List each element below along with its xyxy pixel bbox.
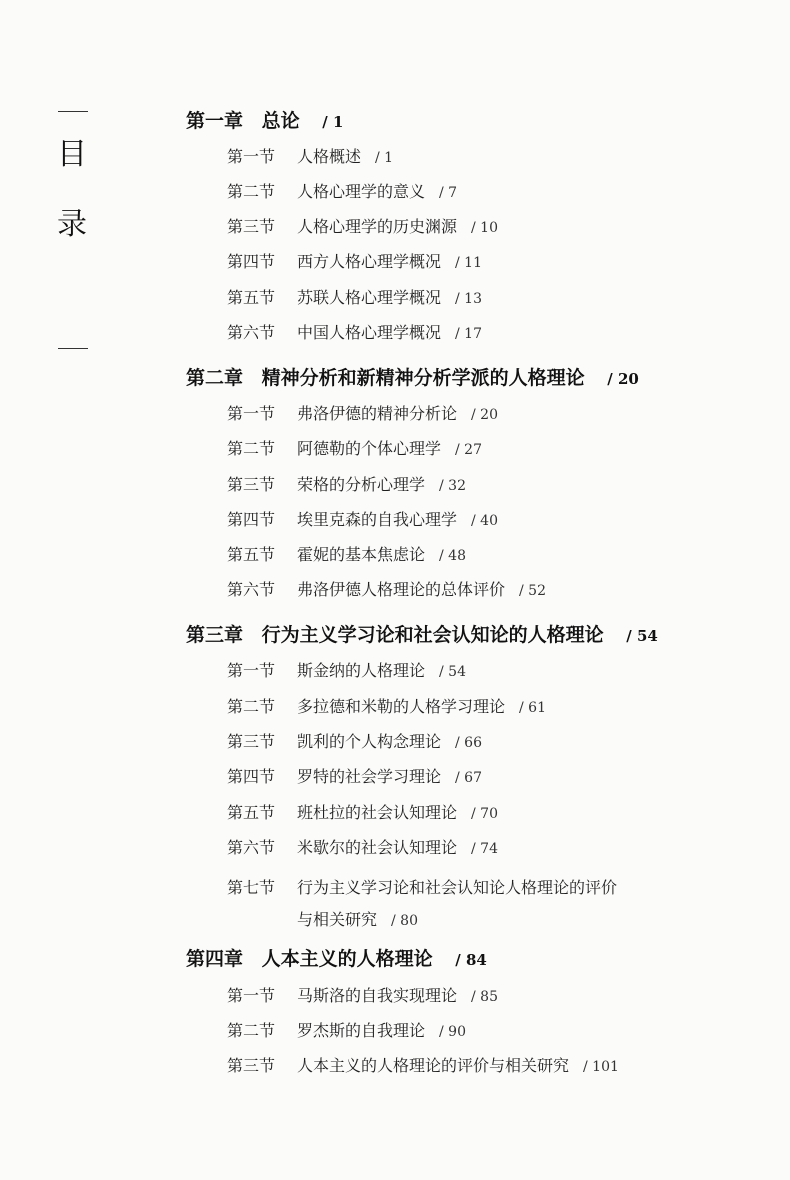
section-title: 马斯洛的自我实现理论: [297, 986, 458, 1005]
section-title: 霍妮的基本焦虑论: [297, 545, 426, 564]
section-number: 第四节: [227, 510, 276, 529]
section-title: 多拉德和米勒的人格学习理论: [297, 697, 506, 716]
section-page: / 40: [471, 513, 498, 529]
section-2-3-entry[interactable]: [227, 474, 466, 497]
section-2-6-entry[interactable]: [227, 579, 546, 602]
section-number: 第四节: [227, 767, 276, 786]
section-title: 埃里克森的自我心理学: [297, 510, 458, 529]
chapter-1-entry[interactable]: [186, 108, 343, 135]
chapter-number: 第四章: [186, 948, 244, 970]
section-page: / 7: [439, 185, 458, 201]
section-title: 斯金纳的人格理论: [297, 661, 426, 680]
section-page: / 48: [439, 548, 466, 564]
section-title: 西方人格心理学概况: [297, 252, 442, 271]
section-title: 苏联人格心理学概况: [297, 288, 442, 307]
section-number: 第一节: [227, 147, 276, 166]
section-title-continuation: [227, 904, 617, 937]
section-3-2-entry[interactable]: [227, 696, 546, 719]
chapter-3-entry[interactable]: [186, 622, 658, 649]
section-page: / 10: [471, 220, 498, 236]
section-page: / 70: [471, 806, 498, 822]
section-number: 第六节: [227, 580, 276, 599]
section-2-5-entry[interactable]: [227, 544, 466, 567]
chapter-2-entry[interactable]: [186, 365, 639, 392]
section-title: 人格心理学的历史渊源: [297, 217, 458, 236]
section-number: 第六节: [227, 838, 276, 857]
side-title-char-2: 录: [57, 207, 87, 242]
chapter-title: 人本主义的人格理论: [261, 948, 433, 970]
chapter-title: 总论: [261, 110, 300, 132]
section-number: 第五节: [227, 288, 276, 307]
section-title: 米歇尔的社会认知理论: [297, 838, 458, 857]
section-title: 班杜拉的社会认知理论: [297, 803, 458, 822]
section-number: 第三节: [227, 732, 276, 751]
section-1-1-entry[interactable]: [227, 146, 393, 169]
section-number: 第二节: [227, 182, 276, 201]
section-page: / 90: [439, 1024, 466, 1040]
section-title-cont-text: 与相关研究: [297, 910, 378, 929]
section-4-2-entry[interactable]: [227, 1020, 466, 1043]
section-number: 第三节: [227, 1056, 276, 1075]
side-rule-bottom: [58, 348, 88, 349]
section-1-3-entry[interactable]: [227, 216, 498, 239]
section-page: / 67: [455, 770, 482, 786]
section-number: 第六节: [227, 323, 276, 342]
side-title-char-1: 目: [57, 137, 87, 172]
section-page: / 85: [471, 989, 498, 1005]
chapter-page: / 54: [626, 627, 658, 645]
section-4-1-entry[interactable]: [227, 985, 498, 1008]
section-2-4-entry[interactable]: [227, 509, 498, 532]
section-number: 第三节: [227, 475, 276, 494]
section-2-1-entry[interactable]: [227, 403, 498, 426]
chapter-number: 第一章: [186, 110, 244, 132]
section-title: 中国人格心理学概况: [297, 323, 442, 342]
section-1-5-entry[interactable]: [227, 287, 482, 310]
section-1-2-entry[interactable]: [227, 181, 457, 204]
section-number: 第三节: [227, 217, 276, 236]
side-rule-top: [58, 111, 88, 112]
section-title: 荣格的分析心理学: [297, 475, 426, 494]
section-page: / 80: [391, 913, 418, 929]
section-3-4-entry[interactable]: [227, 766, 482, 789]
chapter-page: / 20: [607, 370, 639, 388]
section-page: / 13: [455, 291, 482, 307]
section-page: / 32: [439, 478, 466, 494]
section-3-1-entry[interactable]: [227, 660, 466, 683]
section-title: 人本主义的人格理论的评价与相关研究: [297, 1056, 570, 1075]
section-number: 第二节: [227, 697, 276, 716]
section-title: 罗特的社会学习理论: [297, 767, 442, 786]
section-page: / 74: [471, 841, 498, 857]
section-page: / 11: [455, 255, 482, 271]
chapter-page: / 1: [322, 113, 344, 131]
chapter-title: 精神分析和新精神分析学派的人格理论: [261, 367, 585, 389]
section-1-4-entry[interactable]: [227, 251, 482, 274]
section-number: 第一节: [227, 986, 276, 1005]
section-page: / 54: [439, 664, 466, 680]
section-number: 第一节: [227, 661, 276, 680]
section-page: / 27: [455, 442, 482, 458]
chapter-number: 第三章: [186, 624, 244, 646]
section-4-3-entry[interactable]: [227, 1055, 619, 1078]
section-number: 第五节: [227, 803, 276, 822]
section-title: 凯利的个人构念理论: [297, 732, 442, 751]
chapter-title: 行为主义学习论和社会认知论的人格理论: [261, 624, 604, 646]
section-number: 第二节: [227, 439, 276, 458]
section-page: / 66: [455, 735, 482, 751]
chapter-page: / 84: [455, 951, 487, 969]
section-title: 行为主义学习论和社会认知论人格理论的评价: [297, 878, 618, 897]
chapter-4-entry[interactable]: [186, 946, 487, 973]
section-title: 弗洛伊德人格理论的总体评价: [297, 580, 506, 599]
section-3-6-entry[interactable]: [227, 837, 498, 860]
section-number: 第四节: [227, 252, 276, 271]
section-3-7-entry[interactable]: [227, 872, 617, 937]
section-page: / 52: [519, 583, 546, 599]
section-title: 人格心理学的意义: [297, 182, 426, 201]
section-number: 第五节: [227, 545, 276, 564]
section-3-3-entry[interactable]: [227, 731, 482, 754]
section-1-6-entry[interactable]: [227, 322, 482, 345]
section-2-2-entry[interactable]: [227, 438, 482, 461]
section-page: / 17: [455, 326, 482, 342]
section-title: 人格概述: [297, 147, 362, 166]
section-number: 第一节: [227, 404, 276, 423]
section-title: 罗杰斯的自我理论: [297, 1021, 426, 1040]
toc-side-title: [50, 137, 94, 242]
section-3-5-entry[interactable]: [227, 802, 498, 825]
section-page: / 20: [471, 407, 498, 423]
section-number: 第二节: [227, 1021, 276, 1040]
section-page: / 61: [519, 700, 546, 716]
section-page: / 101: [583, 1059, 619, 1075]
section-number: 第七节: [227, 878, 276, 897]
section-page: / 1: [375, 150, 394, 166]
section-title: 阿德勒的个体心理学: [297, 439, 442, 458]
chapter-number: 第二章: [186, 367, 244, 389]
section-title: 弗洛伊德的精神分析论: [297, 404, 458, 423]
